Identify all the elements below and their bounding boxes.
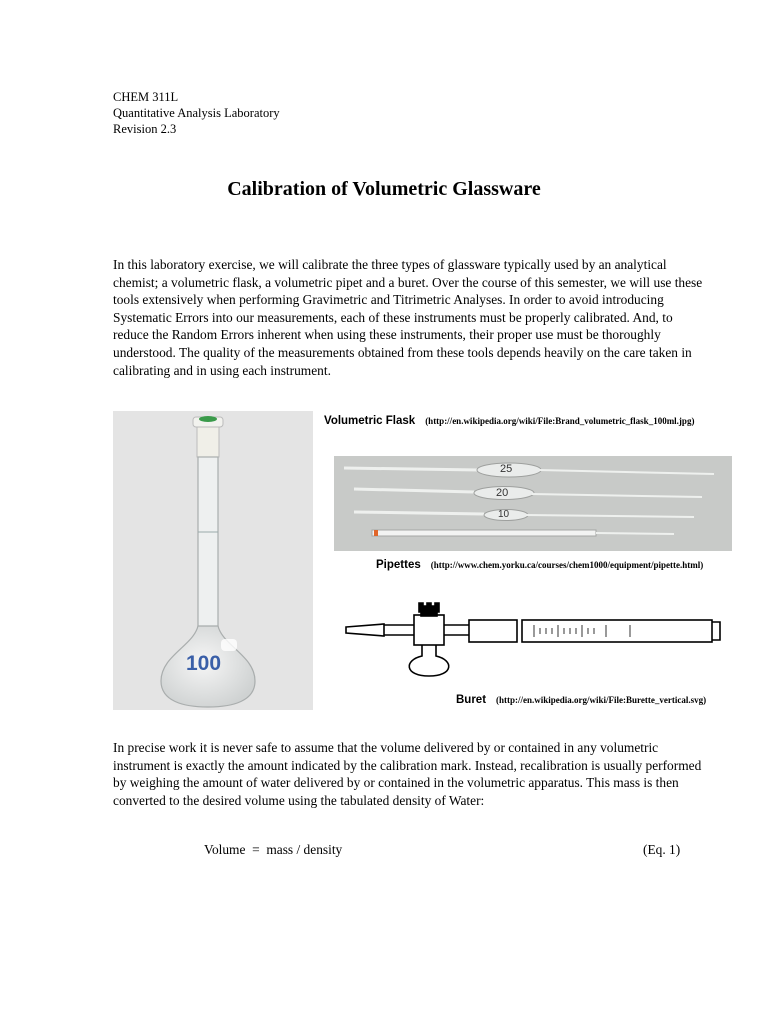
calibration-paragraph: In precise work it is never safe to assume that the volume delivered by or contained in any volumetric instrument is exactly the amount indicated by the calibration mark. Instead, recalibration is usually performed by weighing the amount of water delivered by or contained in the volumetric apparatus. This mass is then converted to the desired volume using the tabulated density of Water: <box>113 740 702 808</box>
pipettes-image <box>334 456 732 551</box>
revision-number: Revision 2.3 <box>113 122 177 136</box>
document-header <box>113 89 280 137</box>
equation-text: Volume = mass / density <box>204 842 343 857</box>
flask-volume-marking: 100 <box>186 652 222 675</box>
buret-caption-url: (http://en.wikipedia.org/wiki/File:Burette_vertical.svg) <box>496 695 707 705</box>
lab-name: Quantitative Analysis Laboratory <box>113 106 280 120</box>
pipette-marking-1: 25 <box>500 463 513 475</box>
pipettes-caption-label: Pipettes <box>376 559 421 571</box>
flask-caption-label: Volumetric Flask <box>324 415 416 427</box>
buret-drawing <box>344 598 724 680</box>
pipettes-caption <box>376 555 703 573</box>
equation-number: (Eq. 1) <box>643 842 681 857</box>
buret-caption <box>456 690 706 708</box>
flask-caption-url: (http://en.wikipedia.org/wiki/File:Brand_volumetric_flask_100ml.jpg) <box>425 416 695 426</box>
pipette-marking-2: 20 <box>496 487 509 499</box>
intro-paragraph: In this laboratory exercise, we will calibrate the three types of glassware typically used by an analytical chemist; a volumetric flask, a volumetric pipet and a buret. Over the course of this semester, we will use these tools extensively when performing Gravimetric and Titrimetric Analyses. In order to avoid introducing Systematic Errors into our measurements, each of these instruments must be properly calibrated. And, to reduce the Random Errors inherent when using these instruments, their proper use must be thoroughly understood. The quality of the measurements obtained from these tools depends heavily on the care taken in calibrating and in using each instrument. <box>113 257 703 378</box>
document-title: Calibration of Volumetric Glassware <box>227 178 541 200</box>
buret-caption-label: Buret <box>456 694 487 706</box>
pipettes-caption-url: (http://www.chem.yorku.ca/courses/chem1000/equipment/pipette.html) <box>430 560 704 570</box>
pipette-marking-3: 10 <box>498 509 510 520</box>
course-code: CHEM 311L <box>113 90 179 104</box>
flask-caption <box>324 411 694 429</box>
